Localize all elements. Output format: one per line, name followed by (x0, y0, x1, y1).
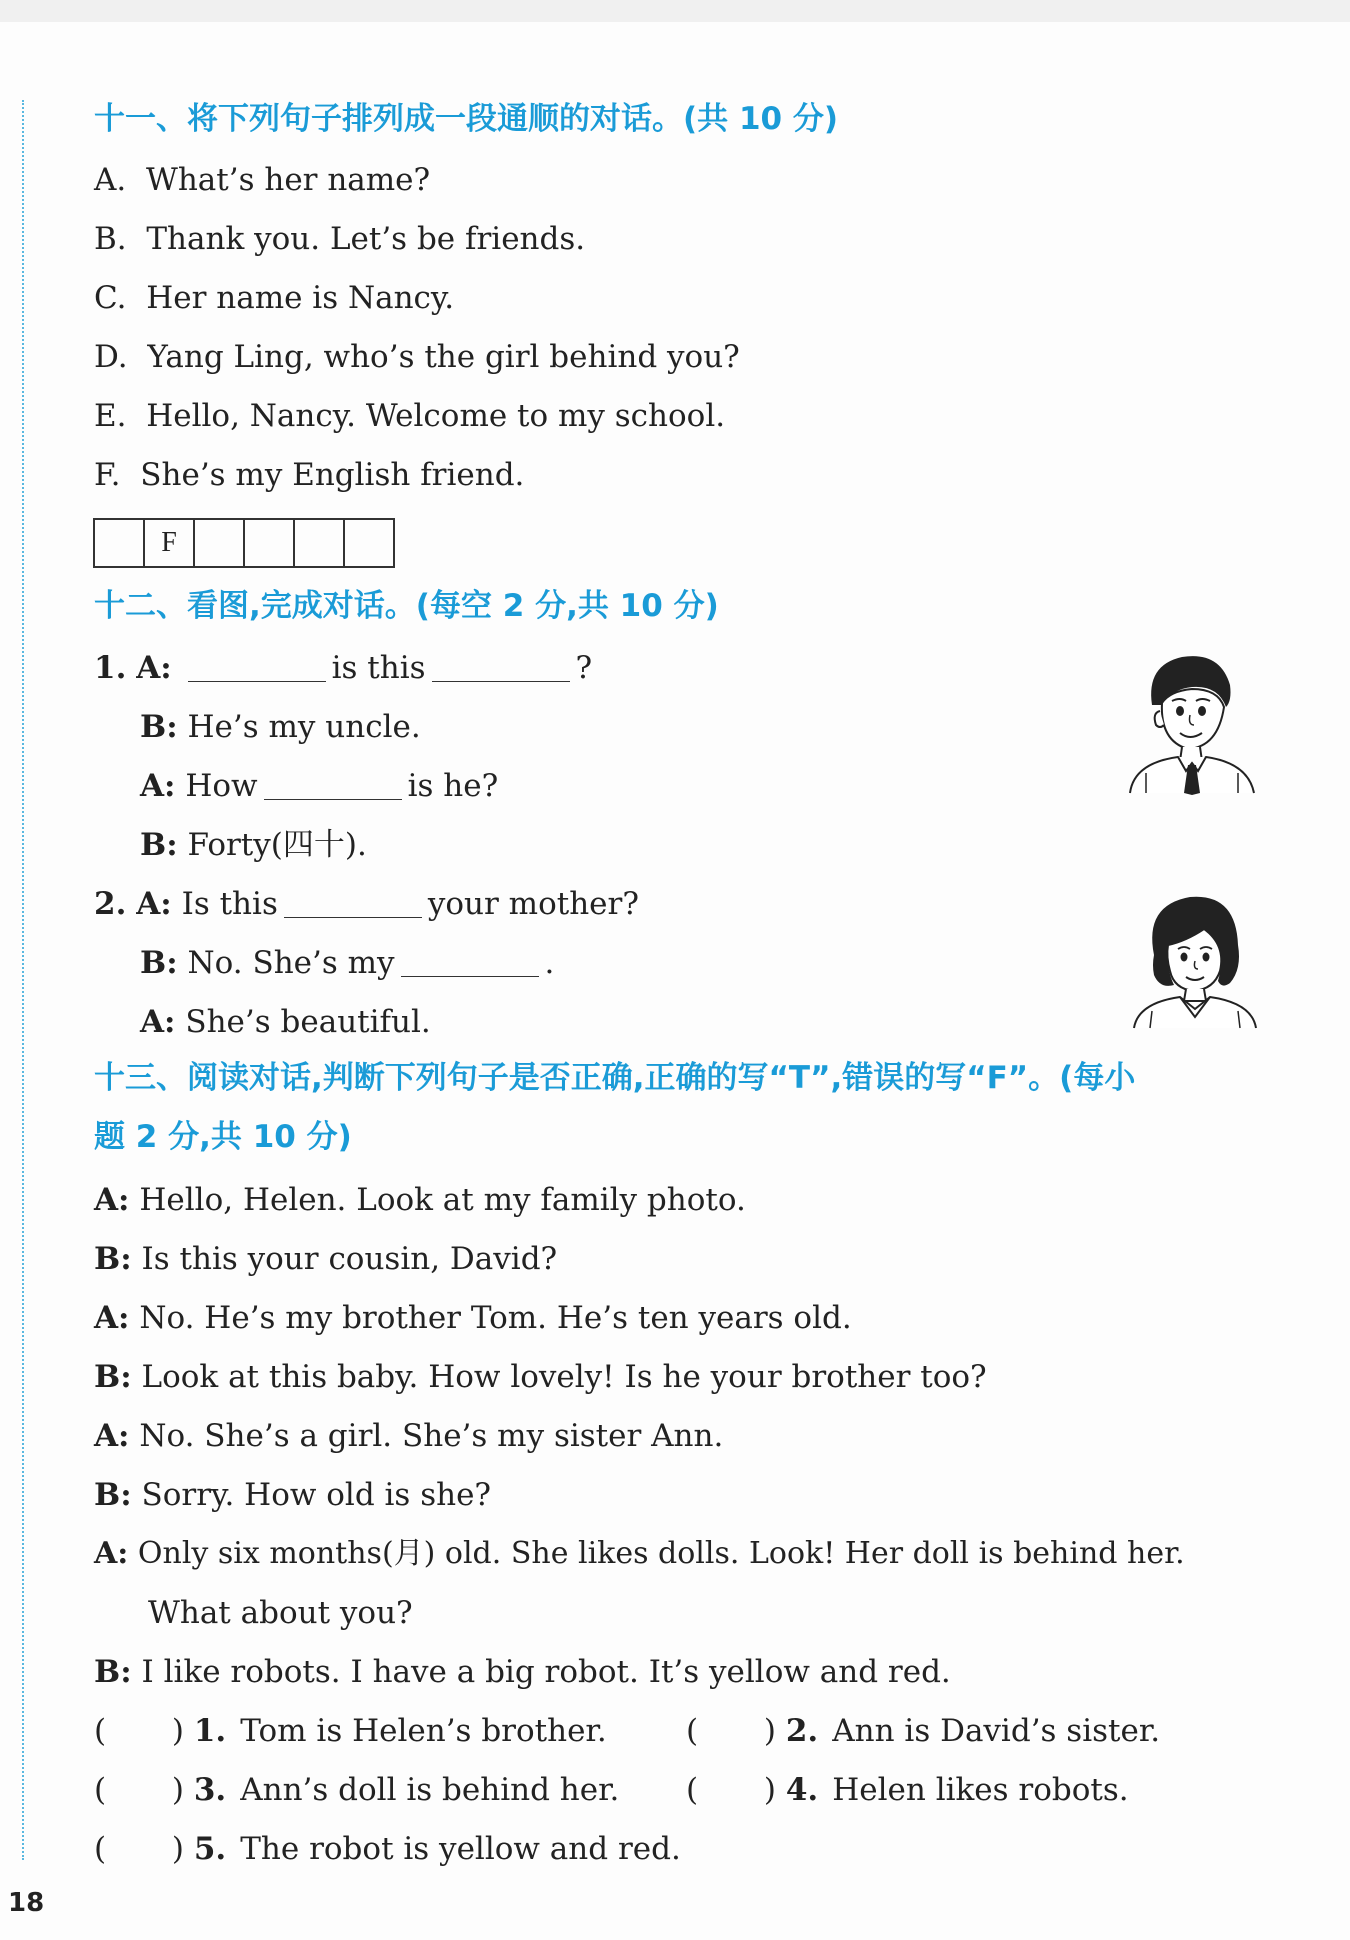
woman-illustration (1130, 885, 1260, 1030)
option-d: D. Yang Ling, who’s the girl behind you? (94, 339, 740, 375)
margin-dotted-line (22, 100, 24, 1860)
dialogue-line-5: A: No. She’s a girl. She’s my sister Ann. (94, 1418, 724, 1454)
dialogue-line-2: B: Is this your cousin, David? (94, 1241, 558, 1277)
statement-2: ( ) 2. Ann is David’s sister. (686, 1713, 1161, 1749)
option-b: B. Thank you. Let’s be friends. (94, 221, 586, 257)
q2-blank-2[interactable] (401, 948, 539, 977)
answer-paren-5[interactable]: ( ) (94, 1831, 184, 1867)
q1-line-2: B: He’s my uncle. (140, 709, 421, 745)
page-number: 18 (8, 1888, 45, 1918)
section-13-heading-line-2: 题 2 分,共 10 分) (94, 1119, 352, 1155)
statement-1: ( ) 1. Tom is Helen’s brother. (94, 1713, 607, 1749)
statement-3: ( ) 3. Ann’s doll is behind her. (94, 1772, 620, 1808)
order-box-5[interactable] (295, 520, 345, 566)
order-box-4[interactable] (245, 520, 295, 566)
q1-blank-1[interactable] (188, 653, 326, 682)
order-box-2[interactable]: F (145, 520, 195, 566)
section-12-heading: 十二、看图,完成对话。(每空 2 分,共 10 分) (94, 588, 719, 624)
q2-line-1: 2. A: Is this your mother? (94, 886, 639, 922)
dialogue-line-9: B: I like robots. I have a big robot. It’s yellow and red. (94, 1654, 951, 1690)
answer-paren-1[interactable]: ( ) (94, 1713, 184, 1749)
dialogue-line-1: A: Hello, Helen. Look at my family photo. (94, 1182, 746, 1218)
option-f: F. She’s my English friend. (94, 457, 525, 493)
q1-line-3: A: How is he? (140, 768, 499, 804)
q1-blank-3[interactable] (264, 771, 402, 800)
q1-line-1: 1. A: is this ? (94, 650, 593, 686)
q1-blank-2[interactable] (432, 653, 570, 682)
q2-blank-1[interactable] (284, 889, 422, 918)
answer-paren-3[interactable]: ( ) (94, 1772, 184, 1808)
order-answer-boxes (93, 518, 395, 568)
uncle-illustration (1122, 645, 1262, 795)
q2-line-2: B: No. She’s my . (140, 945, 555, 981)
statement-5: ( ) 5. The robot is yellow and red. (94, 1831, 681, 1867)
top-margin-shade (0, 0, 1350, 22)
dialogue-line-3: A: No. He’s my brother Tom. He’s ten years old. (94, 1300, 852, 1336)
statement-4: ( ) 4. Helen likes robots. (686, 1772, 1129, 1808)
section-13-heading-line-1: 十三、阅读对话,判断下列句子是否正确,正确的写“T”,错误的写“F”。(每小 (94, 1060, 1136, 1096)
option-e: E. Hello, Nancy. Welcome to my school. (94, 398, 726, 434)
section-11-heading: 十一、将下列句子排列成一段通顺的对话。(共 10 分) (94, 101, 839, 137)
order-box-6[interactable] (345, 520, 393, 566)
answer-paren-4[interactable]: ( ) (686, 1772, 776, 1808)
answer-paren-2[interactable]: ( ) (686, 1713, 776, 1749)
dialogue-line-7: A: Only six months(月) old. She likes dolls. Look! Her doll is behind her. (94, 1536, 1185, 1571)
dialogue-line-8: What about you? (148, 1595, 413, 1631)
option-c: C. Her name is Nancy. (94, 280, 455, 316)
dialogue-line-6: B: Sorry. How old is she? (94, 1477, 492, 1513)
order-box-1[interactable] (95, 520, 145, 566)
dialogue-line-4: B: Look at this baby. How lovely! Is he your brother too? (94, 1359, 987, 1395)
q1-line-4: B: Forty(四十). (140, 827, 367, 863)
option-a: A. What’s her name? (94, 162, 431, 198)
order-box-3[interactable] (195, 520, 245, 566)
q2-line-3: A: She’s beautiful. (140, 1004, 431, 1040)
